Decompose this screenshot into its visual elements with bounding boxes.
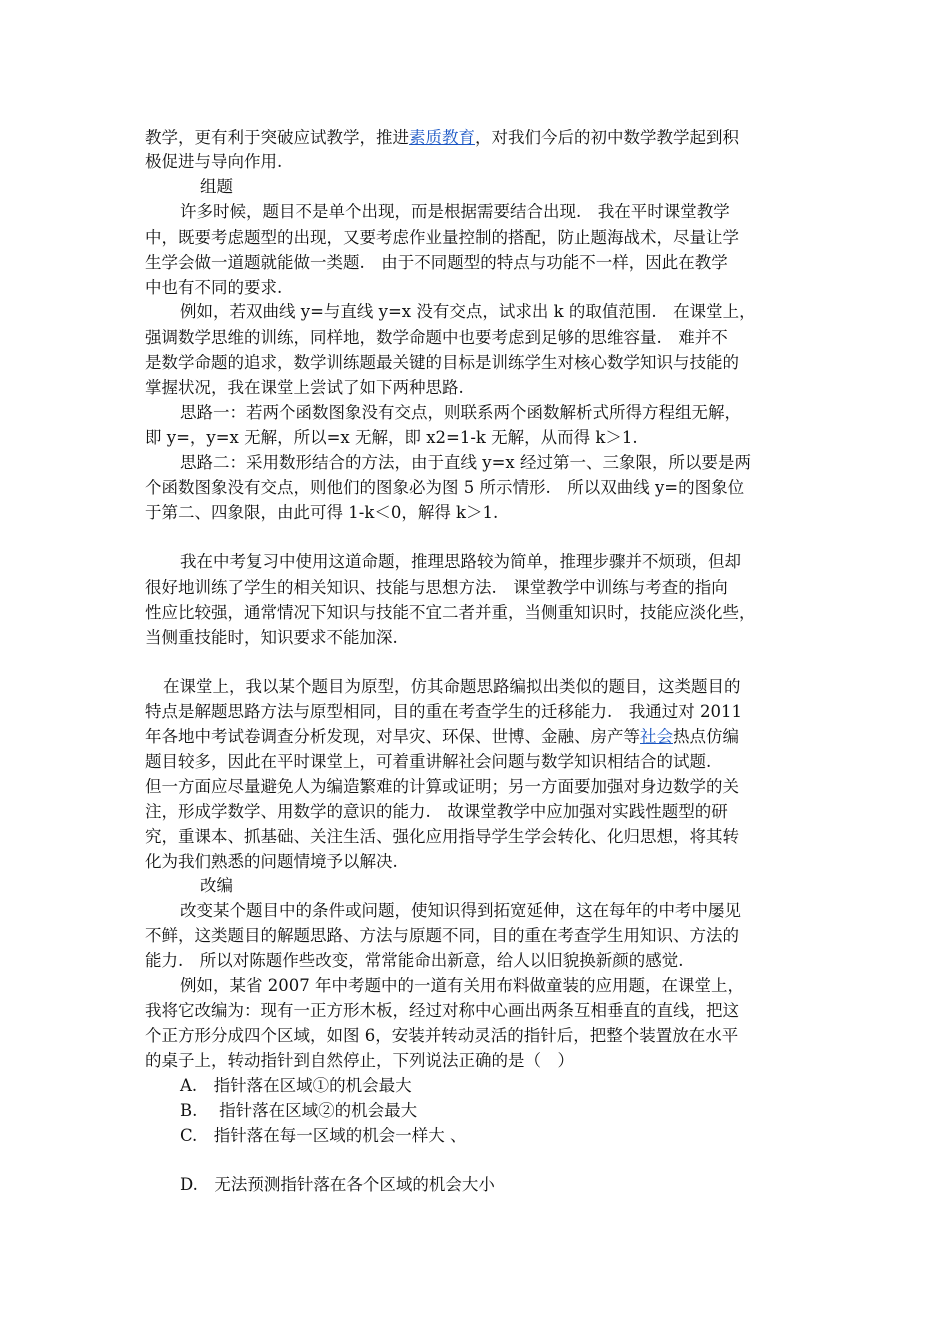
option-a: A. 指针落在区域①的机会最大 [180, 1076, 412, 1095]
text-line: 年各地中考试卷调查分析发现，对旱灾、环保、世博、金融、房产等社会热点仿编 [145, 727, 739, 746]
text-line: 思路二：采用数形结合的方法，由于直线 y=x 经过第一、三象限，所以要是两 [180, 453, 751, 472]
section-heading-zuti: 组题 [200, 177, 233, 196]
text-line: 但一方面应尽量避免人为编造繁难的计算或证明；另一方面要加强对身边数学的关 [145, 777, 739, 796]
text-line: 改变某个题目中的条件或问题，使知识得到拓宽延伸，这在每年的中考中屡见 [180, 901, 741, 920]
text-line: 例如，某省 2007 年中考题中的一道有关用布料做童装的应用题，在课堂上， [180, 976, 744, 995]
text-line: 题目较多，因此在平时课堂上，可着重讲解社会问题与数学知识相结合的试题. [145, 752, 712, 771]
text-line: 化为我们熟悉的问题情境予以解决. [145, 852, 398, 871]
text-line: 我将它改编为：现有一正方形木板，经过对称中心画出两条互相垂直的直线，把这 [145, 1001, 739, 1020]
section-heading-gaibian: 改编 [200, 876, 233, 895]
text-line: 究，重课本、抓基础、关注生活、强化应用指导学生学会转化、化归思想，将其转 [145, 827, 739, 846]
text-line: 中，既要考虑题型的出现，又要考虑作业量控制的搭配，防止题海战术，尽量让学 [145, 228, 739, 247]
text-line: 许多时候，题目不是单个出现，而是根据需要结合出现. 我在平时课堂教学 [180, 202, 730, 221]
text-line: 例如，若双曲线 y=与直线 y=x 没有交点，试求出 k 的取值范围. 在课堂上， [180, 302, 756, 321]
text-line: 个函数图象没有交点，则他们的图象必为图 5 所示情形. 所以双曲线 y=的图象位 [145, 478, 745, 497]
text-line: 特点是解题思路方法与原型相同，目的重在考查学生的迁移能力. 我通过对 2011 [145, 702, 742, 721]
text-line: 是数学命题的追求，数学训练题最关键的目标是训练学生对核心数学知识与技能的 [145, 353, 739, 372]
link-shehui[interactable]: 社会 [640, 727, 673, 746]
text-line: 在课堂上，我以某个题目为原型，仿其命题思路编拟出类似的题目，这类题目的 [163, 677, 741, 696]
text-line: 注，形成学数学、用数学的意识的能力. 故课堂教学中应加强对实践性题型的研 [145, 802, 728, 821]
text-line: 生学会做一道题就能做一类题. 由于不同题型的特点与功能不一样，因此在教学 [145, 253, 728, 272]
text-line: 能力. 所以对陈题作些改变，常常能命出新意，给人以旧貌换新颜的感觉. [145, 951, 684, 970]
text-line: 性应比较强，通常情况下知识与技能不宜二者并重，当侧重知识时，技能应淡化些， [145, 603, 756, 622]
text-line: 我在中考复习中使用这道命题，推理思路较为简单，推理步骤并不烦琐，但却 [180, 552, 741, 571]
link-suzhi-jiaoyu[interactable]: 素质教育 [409, 128, 475, 147]
text-line: 思路一：若两个函数图象没有交点，则联系两个函数解析式所得方程组无解， [180, 403, 741, 422]
option-c: C. 指针落在每一区域的机会一样大 、 [180, 1126, 467, 1145]
text-line: 个正方形分成四个区域，如图 6，安装并转动灵活的指针后，把整个装置放在水平 [145, 1026, 739, 1045]
text-line: 当侧重技能时，知识要求不能加深. [145, 628, 398, 647]
text-line: 即 y=，y=x 无解，所以=x 无解，即 x2=1-k 无解，从而得 k＞1. [145, 428, 638, 447]
option-b: B. 指针落在区域②的机会最大 [180, 1101, 418, 1120]
text-line: 的桌子上，转动指针到自然停止，下列说法正确的是（ ） [145, 1051, 574, 1070]
text-line: 很好地训练了学生的相关知识、技能与思想方法. 课堂教学中训练与考查的指向 [145, 578, 728, 597]
text-line: 强调数学思维的训练，同样地，数学命题中也要考虑到足够的思维容量. 难并不 [145, 328, 728, 347]
text-line: 教学，更有利于突破应试教学，推进素质教育，对我们今后的初中数学教学起到积 [145, 128, 739, 147]
text-line: 中也有不同的要求. [145, 278, 283, 297]
text-line: 极促进与导向作用. [145, 152, 283, 171]
text-line: 于第二、四象限，由此可得 1-k＜0，解得 k＞1. [145, 503, 499, 522]
option-d: D. 无法预测指针落在各个区域的机会大小 [180, 1175, 495, 1194]
text-line: 不鲜，这类题目的解题思路、方法与原题不同，目的重在考查学生用知识、方法的 [145, 926, 739, 945]
text-line: 掌握状况，我在课堂上尝试了如下两种思路. [145, 378, 464, 397]
